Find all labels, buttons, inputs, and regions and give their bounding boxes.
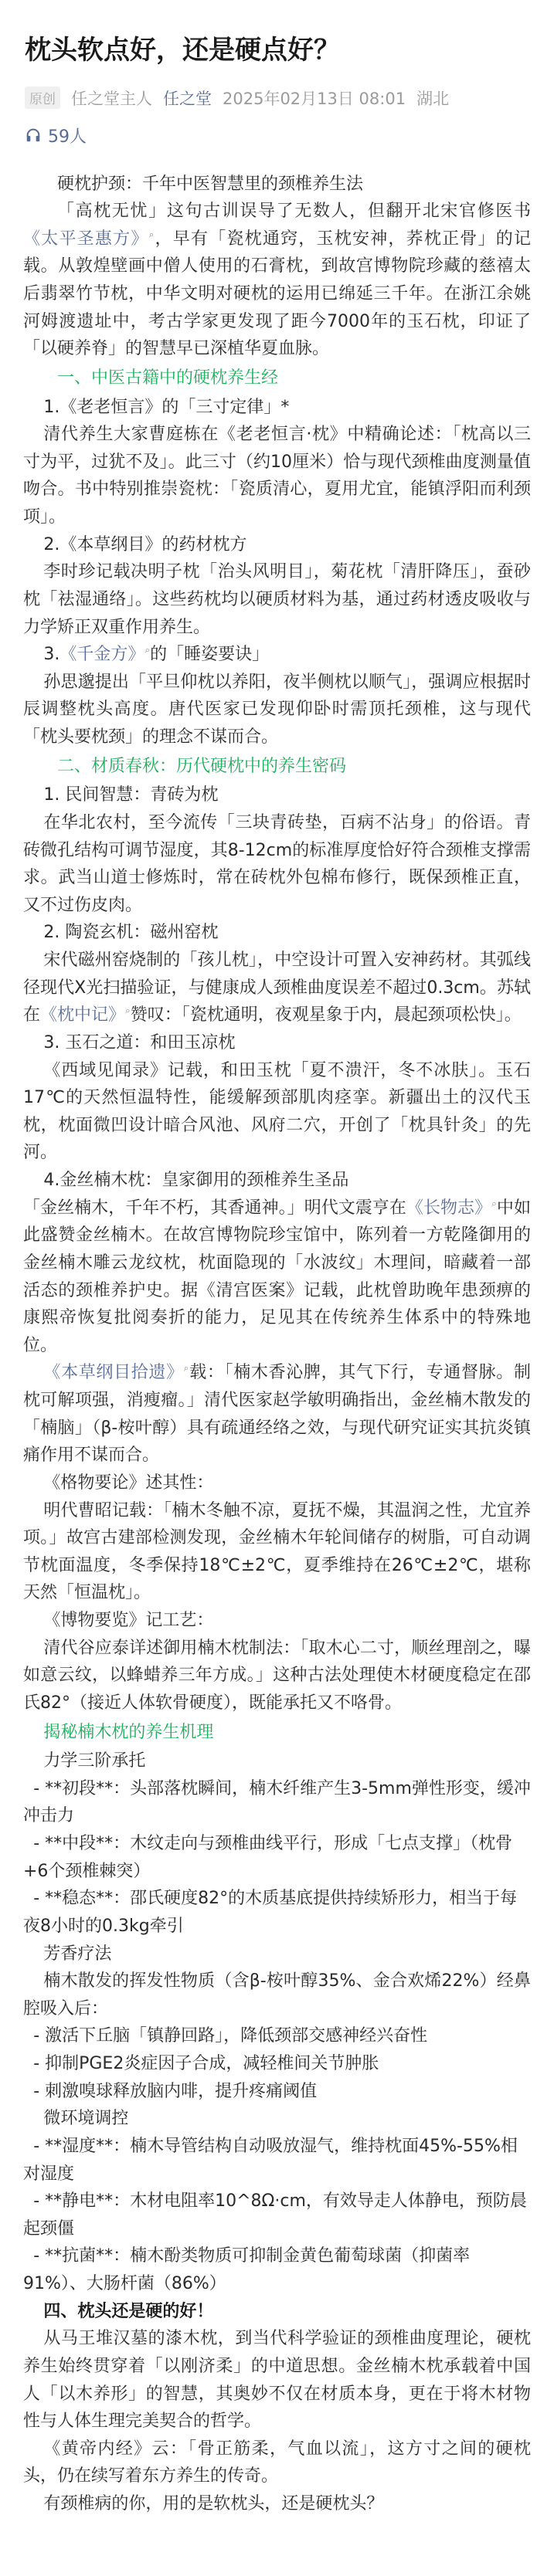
micro-bullet-1: - **湿度**：楠木导管结构自动吸放湿气，维持枕面45%-55%相对湿度 [23, 2136, 518, 2184]
section1-item1-title: 1.《老老恒言》的「三寸定律」* [43, 397, 290, 417]
micro-title: 微环境调控 [43, 2109, 129, 2129]
book-link-qianjin[interactable]: 《千金方》 [59, 645, 145, 665]
intro-paragraph: 「高枕无忧」这句古训误导了无数人，但翻开北宋官修医书《太平圣惠方》⌕，早有「瓷枕通窍，玉枕安神，荞枕正骨」的记载。从敦煌壁画中僧人使用的石膏枕，到故宫博物院珍藏的慈禧太后翡翠竹节枕，中华文明对硬枕的运用已绵延三千年。在浙江余姚河姆渡遗址中，考古学家更发现了距今7000年的玉石枕，印证了「以硬养脊」的智慧早已深植华夏血脉。 [23, 202, 531, 359]
section2-item4-gewu-title: 《格物要论》述其性： [43, 1473, 214, 1493]
search-icon: ⌕ [491, 1198, 497, 1209]
aroma-title: 芳香疗法 [43, 1944, 112, 1964]
section4-heading: 四、枕头还是硬的好！ [43, 2301, 214, 2321]
search-icon: ⌕ [183, 1363, 189, 1374]
section4-paragraph-2: 《黄帝内经》云：「骨正筋柔，气血以流」，这方寸之间的硬枕头，仍在续写着东方养生的传奇。 [23, 2439, 531, 2486]
section2-item4-gewu-text: 明代曹昭记载：「楠木冬触不凉，夏抚不燥，其温润之性，尤宜养项。」故宫古建部检测发现，金丝楠木年轮间储存的树脂，可自动调节枕面温度，冬季保持18℃±2℃，夏季维持在26℃±2℃，堪称天然「恒温枕」。 [23, 1500, 531, 1603]
section4-paragraph-3: 有颈椎病的你，用的是软枕头，还是硬枕头？ [43, 2494, 384, 2514]
section2-heading: 二、材质春秋：历代硬枕中的养生密码 [57, 756, 347, 776]
mechanics-bullet-1: - **初段**：头部落枕瞬间，楠木纤维产生3-5mm弹性形变，缓冲冲击力 [23, 1778, 531, 1826]
section2-item4-title: 4.金丝楠木枕：皇家御用的颈椎养生圣品 [43, 1171, 349, 1191]
aroma-bullet-3: - 刺激嗅球释放脑内啡，提升疼痛阈值 [33, 2081, 318, 2101]
section1-heading: 一、中医古籍中的硬枕养生经 [57, 368, 279, 388]
section1-item3-title: 3.《千金方》⌕的「睡姿要诀」 [43, 644, 270, 665]
search-icon: ⌕ [125, 1005, 131, 1017]
section1-item2-text: 李时珍记载决明子枕「治头风明目」，菊花枕「清肝降压」，蚕砂枕「祛湿通络」。这些药枕均以硬质材料为基，通过药材透皮吸收与力学矫正双重作用养生。 [23, 562, 531, 637]
article-title: 枕头软点好，还是硬点好？ [25, 35, 340, 66]
book-link-changwu[interactable]: 《长物志》 [406, 1198, 492, 1218]
micro-bullet-2: - **静电**：木材电阻率10^8Ω·cm，有效导走人体静电，预防晨起颈僵 [23, 2191, 527, 2239]
book-link-taiping[interactable]: 《太平圣惠方》 [23, 229, 149, 249]
book-link-zhenzhong[interactable]: 《枕中记》 [40, 1005, 126, 1025]
section2-item2-title: 2. 陶瓷玄机：磁州窑枕 [43, 923, 219, 943]
listen-count-row[interactable] [0, 110, 554, 147]
original-badge: 原创 [25, 86, 60, 109]
section2-item3-text: 《西域见闻录》记载，和田玉枕「夏不溃汗，冬不冰肤」。玉石17℃的天然恒温特性，能缓解颈部肌肉痉挛。新疆出土的汉代玉枕，枕面微凹设计暗合风池、风府二穴，开创了「枕具针灸」的先河。 [23, 1060, 531, 1163]
publish-time: 2025年02月13日 08:01 [223, 89, 406, 108]
section2-item3-title: 3. 玉石之道：和田玉凉枕 [43, 1032, 236, 1052]
book-link-bencao-shiyi[interactable]: 《本草纲目拾遗》 [43, 1363, 184, 1383]
section3-heading: 揭秘楠木枕的养生机理 [43, 1722, 214, 1742]
publish-location: 湖北 [416, 89, 450, 108]
section4-paragraph-1: 从马王堆汉墓的漆木枕，到当代科学验证的颈椎曲度理论，硬枕养生始终贯穿着「以刚济柔」的中道思想。金丝楠木枕承载着中国人「以木养形」的智慧，其奥妙不仅在材质本身，更在于将木材物性与人体生理完美契合的哲学。 [23, 2329, 531, 2432]
listen-count: 59人 [48, 127, 87, 147]
mechanics-bullet-3: - **稳态**：邵氏硬度82°的木质基底提供持续矫形力，相当于每夜8小时的0.3kg牵引 [23, 1889, 518, 1936]
headphone-icon [25, 127, 42, 144]
aroma-bullet-2: - 抑制PGE2炎症因子合成，减轻椎间关节肿胀 [33, 2054, 379, 2074]
article-meta [0, 69, 554, 110]
section2-item1-title: 1. 民间智慧：青砖为枕 [43, 785, 219, 805]
search-icon: ⌕ [148, 229, 155, 240]
section2-item1-text: 在华北农村，至今流传「三块青砖垫，百病不沾身」的俗语。青砖微孔结构可调节湿度，其8-12cm的标准厚度恰好符合颈椎支撑需求。武当山道士修炼时，常在砖枕外包棉布修行，既保颈椎正直，又不过伤皮肉。 [23, 812, 531, 915]
intro-title: 硬枕护颈：千年中医智慧里的颈椎养生法 [57, 174, 364, 194]
author-name: 任之堂主人 [71, 89, 152, 108]
mechanics-bullet-2: - **中段**：木纹走向与颈椎曲线平行，形成「七点支撑」（枕骨+6个颈椎棘突） [23, 1834, 513, 1881]
section2-item4-bowu-title: 《博物要览》记工艺： [43, 1611, 214, 1631]
article-content [0, 147, 554, 2518]
section1-item3-text: 孙思邈提出「平旦仰枕以养阳，夜半侧枕以顺气」，强调应根据时辰调整枕头高度。唐代医家已发现仰卧时需顶托颈椎，这与现代「枕头要枕颈」的理念不谋而合。 [23, 672, 531, 747]
account-name-link[interactable]: 任之堂 [163, 89, 212, 108]
section2-item4-bencao: 《本草纲目拾遗》⌕载：「楠木香沁脾，其气下行，专通督脉。制枕可解项强，消瘦瘤。」清代医家赵学敏明确指出，金丝楠木散发的「楠脑」（β-桉叶醇）具有疏通经络之效，与现代研究证实其抗炎镇痛作用不谋而合。 [23, 1363, 531, 1466]
mechanics-title: 力学三阶承托 [43, 1751, 146, 1771]
section1-item2-title: 2.《本草纲目》的药材枕方 [43, 534, 247, 554]
section2-item2-text: 宋代磁州窑烧制的「孩儿枕」，中空设计可置入安神药材。其弧线径现代X光扫描验证，与健康成人颈椎曲度误差不超过0.3cm。苏轼在《枕中记》⌕赞叹：「瓷枕通明，夜观星象于内，晨起颈项松快」。 [23, 951, 531, 1025]
micro-bullet-3: - **抗菌**：楠木酚类物质可抑制金黄色葡萄球菌（抑菌率91%）、大肠杆菌（86%） [23, 2246, 471, 2294]
aroma-text: 楠木散发的挥发性物质（含β-桉叶醇35%、金合欢烯22%）经鼻腔吸入后： [23, 1971, 531, 2018]
section2-item4-bowu-text: 清代谷应泰详述御用楠木枕制法：「取木心二寸，顺丝理剖之，曝如意云纹，以蜂蜡养三年方成。」这种古法处理使木材硬度稳定在邵氏82°（接近人体软骨硬度），既能承托又不咯骨。 [23, 1638, 531, 1713]
aroma-bullet-1: - 激活下丘脑「镇静回路」，降低颈部交感神经兴奋性 [33, 2026, 428, 2046]
section1-item1-text: 清代养生大家曹庭栋在《老老恒言·枕》中精确论述：「枕高以三寸为平，过犹不及」。此三寸（约10厘米）恰与现代颈椎曲度测量值吻合。书中特别推崇瓷枕：「瓷质清心，夏用尤宜，能镇浮阳而利颈项」。 [23, 425, 531, 527]
section2-item4-text: 「金丝楠木，千年不朽，其香通神。」明代文震亨在《长物志》⌕中如此盛赞金丝楠木。在故宫博物院珍宝馆中，陈列着一方乾隆御用的金丝楠木雕云龙纹枕，枕面隐现的「水波纹」木理间，暗藏着一部活态的颈椎养护史。据《清宫医案》记载，此枕曾助晚年患颈痹的康熙帝恢复批阅奏折的能力，足见其在传统养生体系中的特殊地位。 [23, 1198, 531, 1355]
search-icon: ⌕ [144, 644, 151, 656]
